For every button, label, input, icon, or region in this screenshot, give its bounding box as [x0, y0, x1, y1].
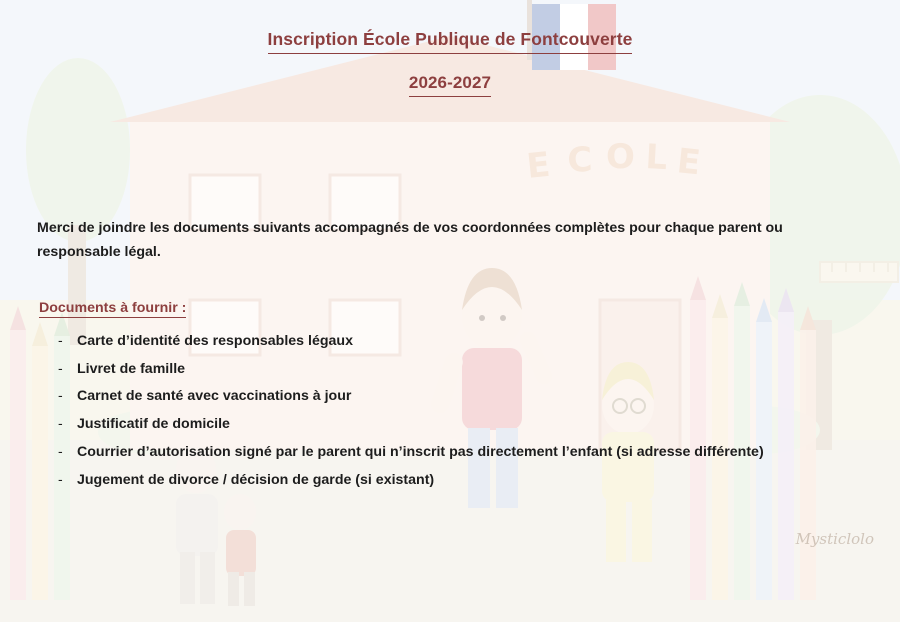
bullet-dash: -: [58, 332, 63, 348]
list-item: [58, 388, 764, 403]
document-title-block: [0, 0, 900, 97]
list-item: [58, 416, 764, 431]
list-item-label: Carte d’identité des responsables légaux: [77, 333, 353, 349]
svg-text:L: L: [644, 137, 669, 179]
svg-text:E: E: [675, 141, 703, 184]
bullet-dash: -: [58, 470, 63, 487]
list-item: [58, 444, 764, 459]
bullet-dash: -: [58, 359, 63, 376]
svg-text:E: E: [524, 144, 553, 187]
bullet-dash: -: [58, 442, 63, 459]
list-item: [58, 333, 764, 348]
documents-list: [58, 333, 764, 499]
list-item-label: Justificatif de domicile: [77, 416, 230, 433]
svg-text:O: O: [606, 137, 635, 177]
page-title: Inscription École Publique de Fontcouverte: [268, 28, 633, 54]
school-year-subtitle: 2026-2027: [409, 72, 491, 97]
list-item-label: Jugement de divorce / décision de garde (si existant): [77, 471, 435, 488]
documents-heading: Documents à fournir :: [39, 300, 187, 316]
svg-text:C: C: [566, 139, 594, 181]
list-item-label: Courrier d’autorisation signé par le parent qui n’inscrit pas directement l’enfant (si adresse différente): [77, 443, 764, 460]
intro-paragraph: Merci de joindre les documents suivants accompagnés de vos coordonnées complètes pour chaque parent ou responsable légal.: [37, 220, 783, 260]
list-item: [58, 361, 764, 376]
list-item-label: Carnet de santé avec vaccinations à jour: [77, 388, 352, 405]
title-line-1-wrap: [0, 28, 900, 54]
bullet-dash: -: [58, 387, 63, 404]
title-line-2-wrap: [0, 72, 900, 97]
list-item-label: Livret de famille: [77, 360, 186, 377]
watermark-text: Mysticlolo: [795, 530, 874, 548]
list-item: [58, 472, 764, 487]
bullet-dash: -: [58, 415, 63, 432]
